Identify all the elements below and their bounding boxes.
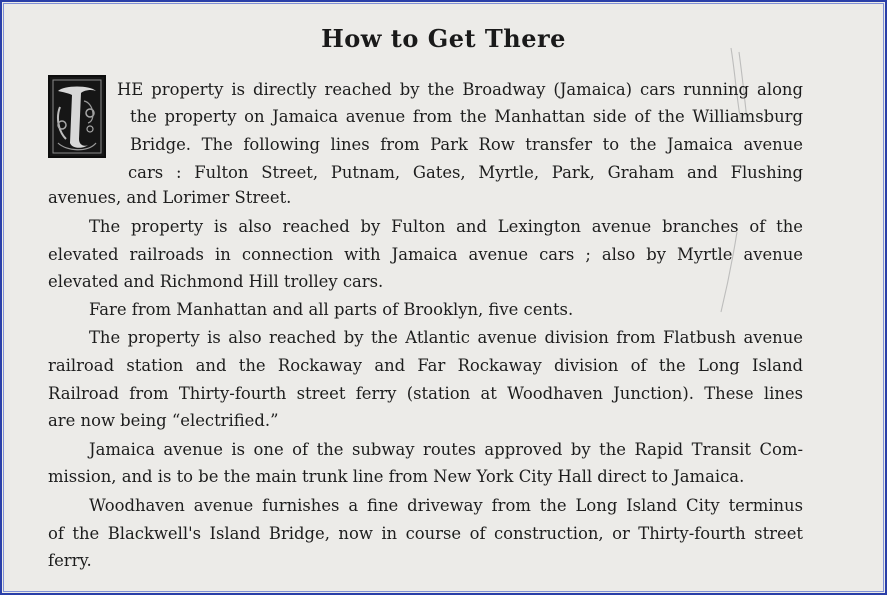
text-line: ferry. <box>48 551 92 570</box>
text-line: are now being “electrified.” <box>48 411 279 430</box>
text-line: Bridge. The following lines from Park Row transfer to the Jamaica avenue <box>130 135 803 154</box>
text-line: HE property is directly reached by the Broadway (Jamaica) cars running along <box>117 80 803 99</box>
text-line: elevated and Richmond Hill trolley cars. <box>48 272 384 291</box>
text-line: The property is also reached by the Atlantic avenue division from Flatbush avenue <box>89 328 803 347</box>
text-line: elevated railroads in connection with Jamaica avenue cars ; also by Myrtle avenue <box>48 245 803 264</box>
text-line: railroad station and the Rockaway and Far Rockaway division of the Long Island <box>48 356 803 375</box>
drop-cap-ornament-icon <box>50 77 104 156</box>
text-line: avenues, and Lorimer Street. <box>48 188 292 207</box>
text-line: Jamaica avenue is one of the subway routes approved by the Rapid Transit Com- <box>89 440 803 459</box>
text-line: mission, and is to be the main trunk line from New York City Hall direct to Jamaica. <box>48 467 745 486</box>
text-line: Railroad from Thirty-fourth street ferry (station at Woodhaven Junction). These lines <box>48 384 803 403</box>
text-line: Woodhaven avenue furnishes a fine driveway from the Long Island City terminus <box>89 496 803 515</box>
page-title: How to Get There <box>321 24 566 53</box>
text-line: The property is also reached by Fulton and Lexington avenue branches of the <box>89 217 803 236</box>
ornamental-drop-cap <box>48 75 106 158</box>
text-line: Fare from Manhattan and all parts of Brooklyn, five cents. <box>89 300 574 319</box>
text-line: of the Blackwell's Island Bridge, now in course of construction, or Thirty-fourth street <box>48 524 803 543</box>
text-line: cars : Fulton Street, Putnam, Gates, Myrtle, Park, Graham and Flushing <box>128 163 803 182</box>
text-line: the property on Jamaica avenue from the Manhattan side of the Williamsburg <box>130 107 803 126</box>
